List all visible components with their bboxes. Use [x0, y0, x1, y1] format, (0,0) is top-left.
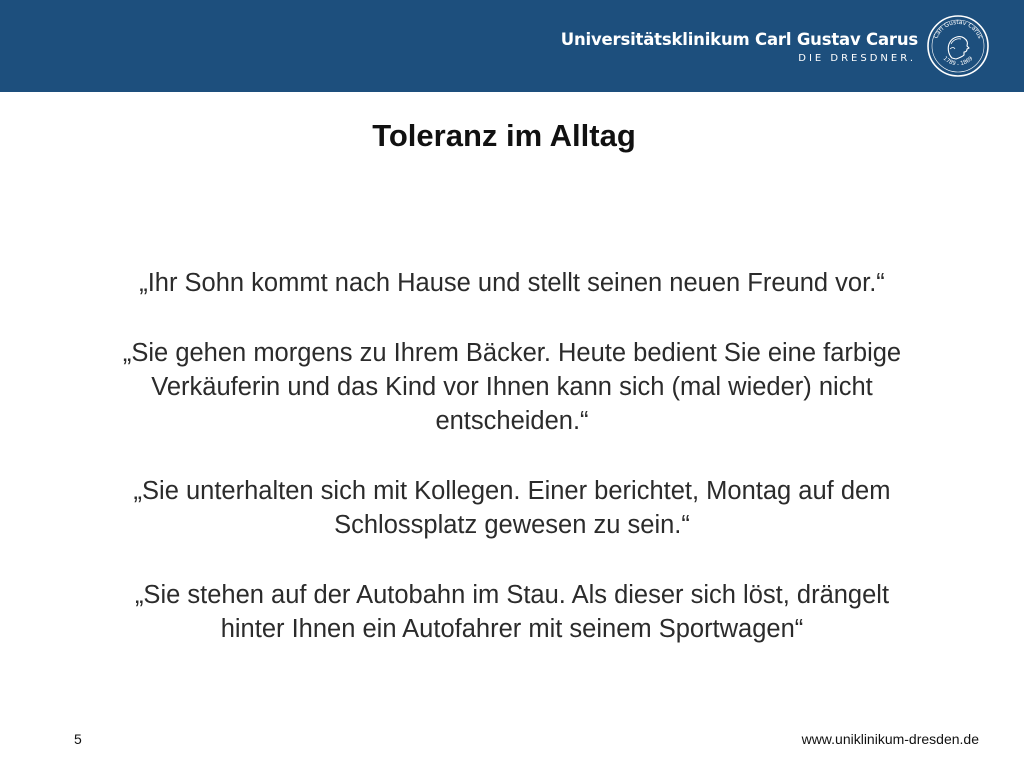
- seal-bottom-text: 1789 - 1869: [941, 55, 975, 68]
- quote-2: [40, 336, 984, 438]
- quote-line: „Sie stehen auf der Autobahn im Stau. Als dieser sich löst, drängelt: [134, 581, 890, 609]
- svg-text:1789 - 1869: [942, 55, 975, 67]
- quote-line: Verkäuferin und das Kind vor Ihnen kann sich (mal wieder) nicht: [151, 373, 873, 401]
- header-bar: [0, 0, 1024, 92]
- quote-line: Schlossplatz gewesen zu sein.“: [334, 511, 690, 539]
- quote-line: „Sie unterhalten sich mit Kollegen. Einer berichtet, Montag auf dem: [133, 477, 891, 505]
- quote-line: entscheiden.“: [435, 407, 589, 435]
- seal-top-text: Carl Gustav Carus: [932, 18, 984, 40]
- quote-line: „Sie gehen morgens zu Ihrem Bäcker. Heute bedient Sie eine farbige: [122, 339, 902, 367]
- quote-line: hinter Ihnen ein Autofahrer mit seinem Sportwagen“: [220, 615, 804, 643]
- page-number: 5: [74, 731, 82, 747]
- quote-line: „Ihr Sohn kommt nach Hause und stellt seinen neuen Freund vor.“: [139, 269, 885, 297]
- quote-4: [40, 578, 984, 646]
- quote-list: [40, 266, 984, 682]
- quote-1: [40, 266, 984, 300]
- portrait-seal-icon: [926, 14, 990, 78]
- slide-title: Toleranz im Alltag: [372, 118, 636, 153]
- institution-tagline: DIE DRESDNER.: [798, 53, 916, 64]
- quote-3: [40, 474, 984, 542]
- footer-url[interactable]: www.uniklinikum-dresden.de: [801, 731, 979, 747]
- institution-name: Universitätsklinikum Carl Gustav Carus: [560, 30, 918, 49]
